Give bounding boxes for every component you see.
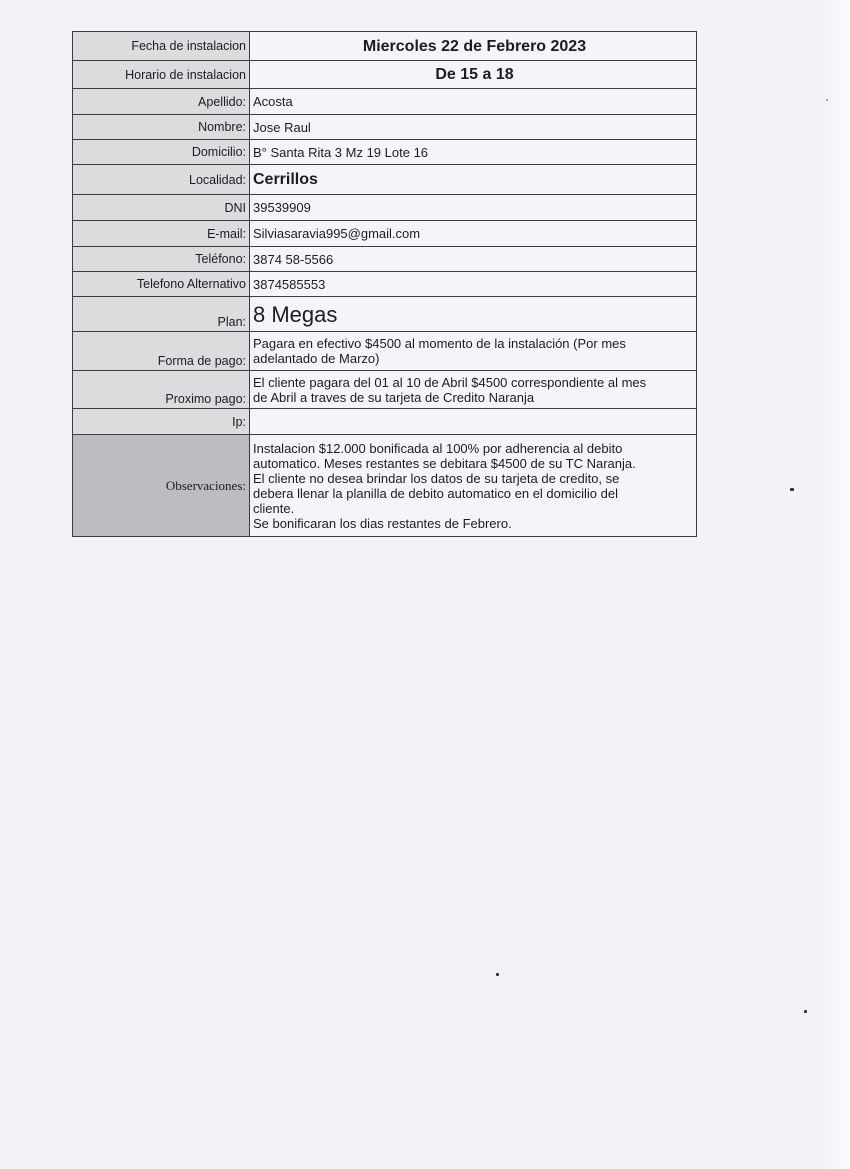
row-observaciones: [73, 435, 697, 537]
value-fecha: Miercoles 22 de Febrero 2023: [250, 32, 697, 61]
value-localidad: Cerrillos: [250, 165, 697, 195]
value-telefono-alt: 3874585553: [250, 272, 697, 297]
label-telefono: Teléfono:: [73, 247, 250, 272]
label-email: E-mail:: [73, 221, 250, 247]
row-nombre: [73, 115, 697, 140]
label-forma-pago: Forma de pago:: [73, 332, 250, 371]
row-proximo-pago: [73, 371, 697, 409]
observaciones-line: automatico. Meses restantes se debitara $4500 de su TC Naranja.: [253, 455, 636, 471]
value-proximo-pago: [250, 371, 697, 409]
value-nombre: Jose Raul: [250, 115, 697, 140]
label-plan: Plan:: [73, 297, 250, 332]
label-dni: DNI: [73, 195, 250, 221]
label-fecha: Fecha de instalacion: [73, 32, 250, 61]
forma-pago-line: adelantado de Marzo): [253, 351, 380, 366]
forma-pago-line: Pagara en efectivo $4500 al momento de la instalación (Por mes: [253, 336, 626, 351]
label-localidad: Localidad:: [73, 165, 250, 195]
row-forma-pago: [73, 332, 697, 371]
observaciones-line: Se bonificaran los dias restantes de Febrero.: [253, 515, 512, 531]
observaciones-line: cliente.: [253, 500, 295, 516]
value-dni: 39539909: [250, 195, 697, 221]
row-telefono: [73, 247, 697, 272]
observaciones-line: debera llenar la planilla de debito automatico en el domicilio del: [253, 485, 618, 501]
proximo-pago-line: El cliente pagara del 01 al 10 de Abril $4500 correspondiente al mes: [253, 374, 647, 390]
label-observaciones: Observaciones:: [73, 435, 250, 537]
proximo-pago-line: de Abril a traves de su tarjeta de Credito Naranja: [253, 389, 535, 405]
label-proximo-pago: Proximo pago:: [73, 371, 250, 409]
scan-edge: [824, 0, 850, 1169]
value-horario: De 15 a 18: [250, 61, 697, 89]
row-dni: [73, 195, 697, 221]
label-horario: Horario de instalacion: [73, 61, 250, 89]
label-domicilio: Domicilio:: [73, 140, 250, 165]
row-localidad: [73, 165, 697, 195]
scan-speck: [804, 1010, 807, 1013]
observaciones-line: El cliente no desea brindar los datos de su tarjeta de credito, se: [253, 470, 620, 486]
row-ip: [73, 409, 697, 435]
scan-speck: [790, 488, 794, 491]
row-fecha: [73, 32, 697, 61]
value-plan: 8 Megas: [250, 297, 697, 332]
row-email: [73, 221, 697, 247]
row-telefono-alt: [73, 272, 697, 297]
label-apellido: Apellido:: [73, 89, 250, 115]
row-apellido: [73, 89, 697, 115]
value-apellido: Acosta: [250, 89, 697, 115]
value-email: Silviasaravia995@gmail.com: [250, 221, 697, 247]
scan-speck: [826, 99, 828, 101]
value-domicilio: B° Santa Rita 3 Mz 19 Lote 16: [250, 140, 697, 165]
label-telefono-alt: Telefono Alternativo: [73, 272, 250, 297]
value-ip: [250, 409, 697, 435]
value-forma-pago: [250, 332, 697, 371]
value-telefono: 3874 58-5566: [250, 247, 697, 272]
label-ip: Ip:: [73, 409, 250, 435]
row-domicilio: [73, 140, 697, 165]
value-observaciones: [250, 435, 697, 537]
row-plan: [73, 297, 697, 332]
label-nombre: Nombre:: [73, 115, 250, 140]
row-horario: [73, 61, 697, 89]
scan-speck: [496, 973, 499, 976]
observaciones-line: Instalacion $12.000 bonificada al 100% por adherencia al debito: [253, 440, 623, 456]
installation-form-table: [72, 31, 697, 537]
